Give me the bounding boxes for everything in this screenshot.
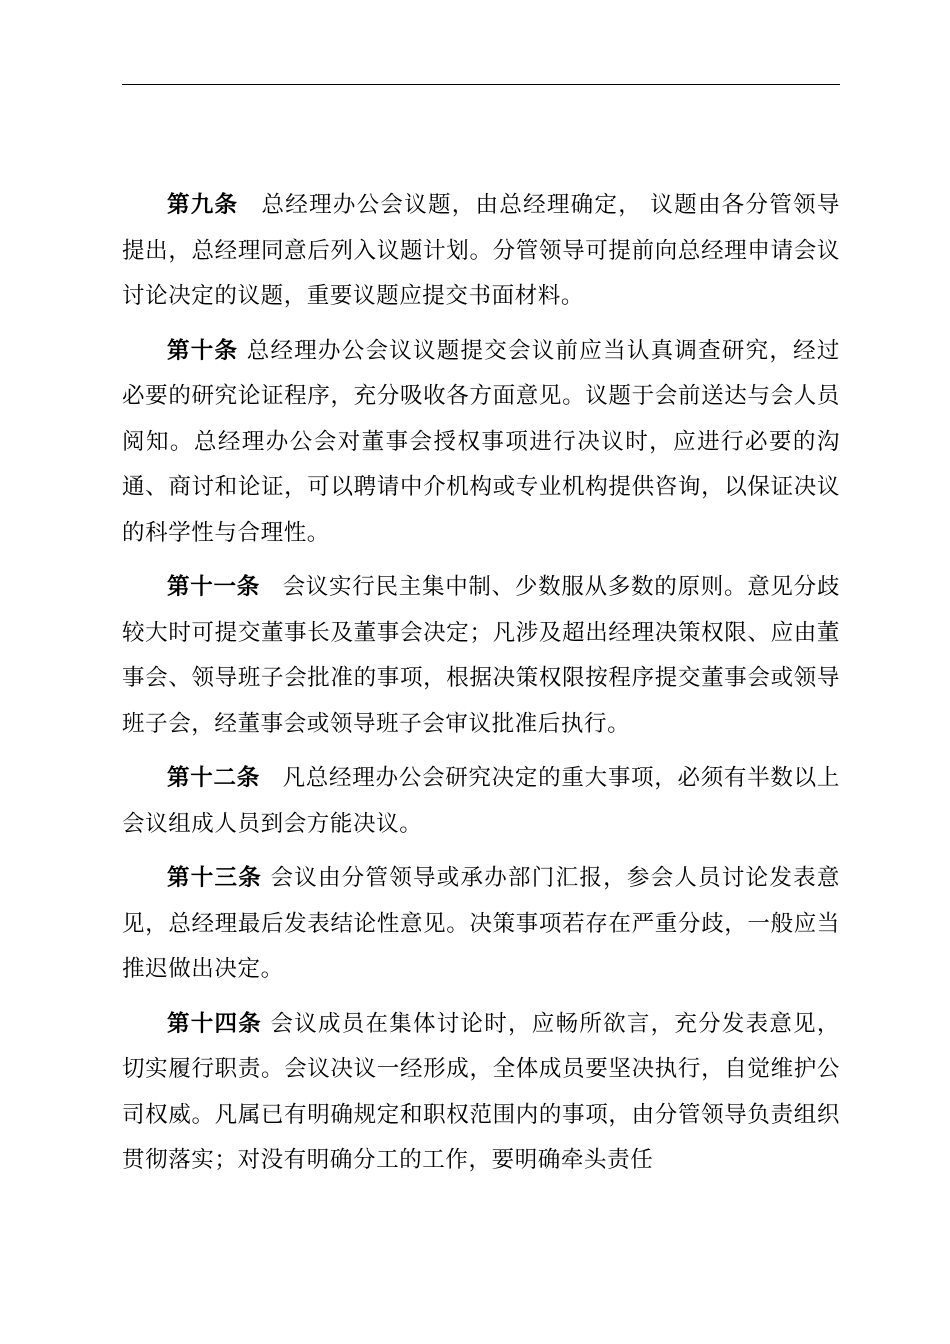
article-10 xyxy=(122,329,840,557)
article-text: 总经理办公会议议题提交会议前应当认真调查研究，经过必要的研究论证程序，充分吸收各方面意见。议题于会前送达与会人员阅知。总经理办公会对董事会授权事项进行决议时，应进行必要的沟通、商讨和论证，可以聘请中介机构或专业机构提供咨询，以保证决议的科学性与合理性。 xyxy=(122,337,840,546)
article-9 xyxy=(122,183,840,320)
document-body xyxy=(122,183,840,1193)
article-13 xyxy=(122,856,840,993)
article-text: 会议成员在集体讨论时，应畅所欲言，充分发表意见，切实履行职责。会议决议一经形成，全体成员要坚决执行，自觉维护公司权威。凡属已有明确规定和职权范围内的事项，由分管领导负责组织贯彻落实；对没有明确分工的工作，要明确牵头责任 xyxy=(122,1010,841,1173)
header-rule xyxy=(122,84,840,85)
article-text: 总经理办公会议题，由总经理确定， 议题由各分管领导提出，总经理同意后列入议题计划。分管领导可提前向总经理申请会议讨论决定的议题，重要议题应提交书面材料。 xyxy=(122,192,840,309)
article-number: 第十四条 xyxy=(167,1010,263,1037)
article-number: 第十条 xyxy=(167,337,239,364)
article-number: 第十三条 xyxy=(167,865,263,891)
article-11 xyxy=(122,565,840,747)
article-12 xyxy=(122,756,840,847)
article-text: 凡总经理办公会研究决定的重大事项，必须有半数以上会议组成人员到会方能决议。 xyxy=(122,765,840,837)
article-number: 第九条 xyxy=(167,192,239,218)
article-text: 会议实行民主集中制、少数服从多数的原则。意见分歧较大时可提交董事长及董事会决定；凡涉及超出经理决策权限、应由董事会、领导班子会批准的事项，根据决策权限按程序提交董事会或领导班子会，经董事会或领导班子会审议批准后执行。 xyxy=(122,574,840,737)
article-number: 第十二条 xyxy=(167,765,260,791)
article-text: 会议由分管领导或承办部门汇报，参会人员讨论发表意见，总经理最后发表结论性意见。决策事项若存在严重分歧，一般应当推迟做出决定。 xyxy=(122,865,841,982)
article-number: 第十一条 xyxy=(167,574,260,600)
article-14 xyxy=(122,1002,840,1184)
